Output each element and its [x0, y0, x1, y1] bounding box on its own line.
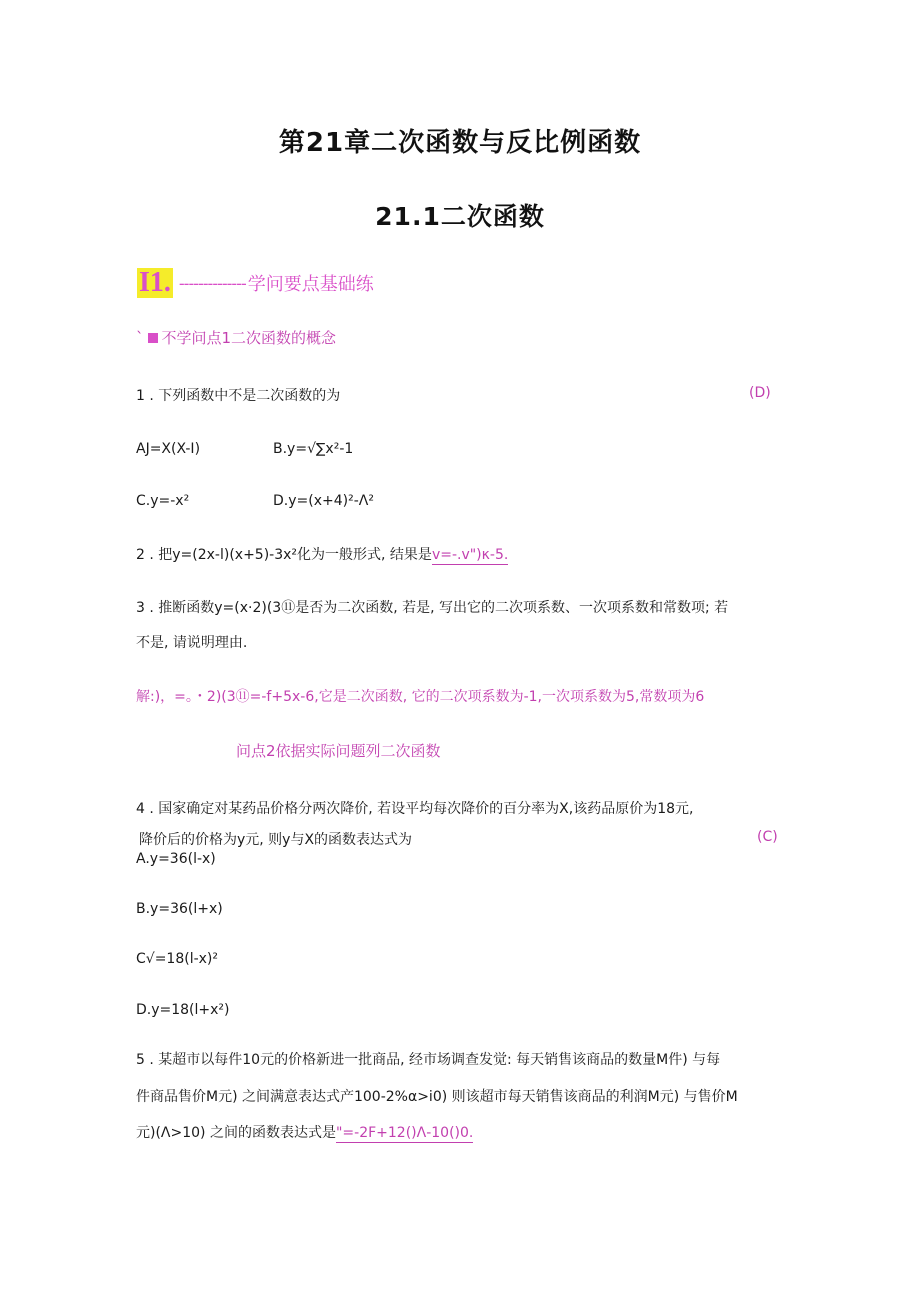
knowledge-point-1 [136, 327, 336, 348]
question-3-line-1: 3 . 推断函数y=(x·2)(3⑪是否为二次函数, 若是, 写出它的二次项系数、一次项系数和常数项; 若 [136, 600, 729, 616]
knowledge-point-2: 问点2依据实际问题列二次函数 [236, 742, 441, 760]
question-2-text: 2 . 把y=(2x-l)(x+5)-3x²化为一般形式, 结果是 [136, 547, 432, 563]
square-icon [148, 333, 158, 343]
question-1-option-b: B.y=√∑x²-1 [273, 441, 354, 457]
question-1-option-a: AJ=X(X-I) [136, 441, 201, 457]
question-2-answer: v=-.v")κ-5. [431, 547, 509, 563]
part-title: 学问要点基础练 [247, 274, 374, 295]
part-dashes: -------------- [178, 273, 246, 293]
question-3-line-2: 不是, 请说明理由. [136, 635, 248, 651]
section-title: 21.1二次函数 [375, 202, 545, 231]
question-4-line-1: 4 . 国家确定对某药品价格分两次降价, 若设平均每次降价的百分率为X,该药品原价为18元, [136, 801, 694, 817]
question-5-line-2: 件商品售价M元) 之间满意表达式产100-2%α>i0) 则该超市每天销售该商品的利润M元) 与售价M [136, 1089, 738, 1105]
question-4-option-d: D.y=18(l+x²) [136, 1002, 230, 1018]
question-4-option-c: C√=18(l-x)² [136, 951, 219, 967]
question-1-option-c: C.y=-x² [136, 493, 190, 509]
question-5-line-1: 5 . 某超市以每件10元的价格新进一批商品, 经市场调查发觉: 每天销售该商品的数量M件) 与每 [136, 1052, 721, 1068]
question-2 [136, 544, 508, 564]
question-4-answer: (C) [757, 829, 778, 845]
question-4-option-a: A.y=36(l-x) [136, 851, 216, 867]
question-3-solution: 解:)，=。・2)(3⑪=-f+5x-6,它是二次函数, 它的二次项系数为-1,一次项系数为5,常数项为6 [136, 689, 705, 705]
part-heading [137, 266, 374, 300]
chapter-title: 第21章二次函数与反比例函数 [278, 128, 642, 158]
question-1-text: 1 . 下列函数中不是二次函数的为 [136, 388, 341, 404]
question-5-line-3-prefix: 元)(Λ>10) 之间的函数表达式是 [136, 1125, 336, 1141]
knowledge-point-prefix: ` [136, 328, 144, 347]
part-number: I1. [139, 267, 171, 298]
question-1-option-d: D.y=(x+4)²-Λ² [273, 493, 374, 509]
question-4-line-2: 降价后的价格为y元, 则y与X的函数表达式为 [139, 832, 413, 848]
question-1-answer: (D) [749, 385, 771, 401]
question-5-line-3 [136, 1122, 473, 1142]
question-5-answer: "=-2F+12()Λ-10()0. [335, 1125, 474, 1141]
knowledge-point-label: 不学问点1二次函数的概念 [161, 329, 337, 347]
question-4-option-b: B.y=36(l+x) [136, 901, 223, 917]
